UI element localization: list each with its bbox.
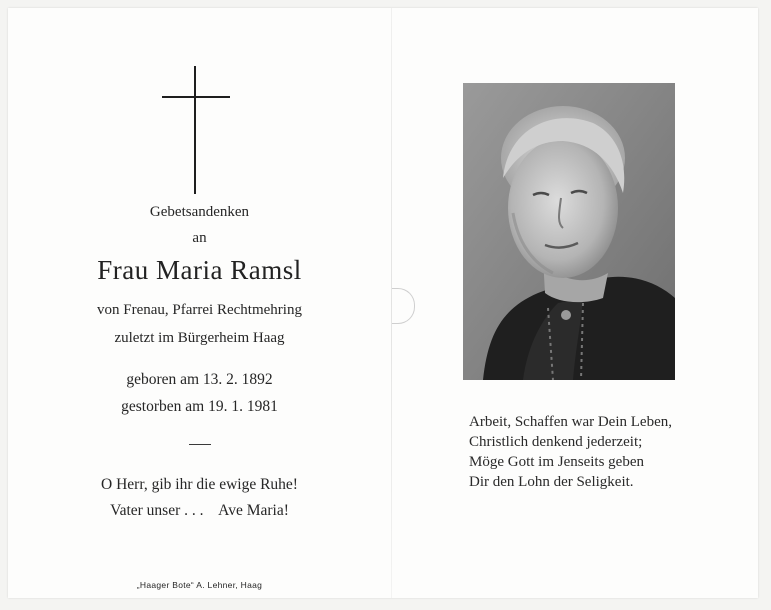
deceased-name: Frau Maria Ramsl bbox=[97, 255, 302, 285]
memorial-card bbox=[8, 8, 758, 598]
portrait-photo bbox=[463, 83, 675, 380]
verse-line-3: Möge Gott im Jenseits geben bbox=[469, 454, 644, 470]
death-date: gestorben am 19. 1. 1981 bbox=[121, 398, 278, 415]
verse-line-4: Dir den Lohn der Seligkeit. bbox=[469, 474, 634, 490]
residence-line: zuletzt im Bürgerheim Haag bbox=[114, 330, 285, 346]
verse-line-1: Arbeit, Schaffen war Dein Leben, bbox=[469, 414, 672, 430]
card-heading: Gebetsandenken bbox=[149, 204, 250, 220]
punch-hole bbox=[392, 288, 415, 324]
closing-prayer: Vater unser . . . Ave Maria! bbox=[110, 502, 289, 519]
card-an: an bbox=[192, 230, 207, 246]
verse-line-2: Christlich denkend jederzeit; bbox=[469, 434, 643, 450]
origin-line: von Frenau, Pfarrei Rechtmehring bbox=[97, 302, 302, 318]
prayer-line: O Herr, gib ihr die ewige Ruhe! bbox=[101, 476, 298, 493]
birth-date: geboren am 13. 2. 1892 bbox=[126, 371, 273, 388]
divider bbox=[189, 444, 211, 445]
printer-imprint: „Haager Bote“ A. Lehner, Haag bbox=[136, 580, 263, 590]
